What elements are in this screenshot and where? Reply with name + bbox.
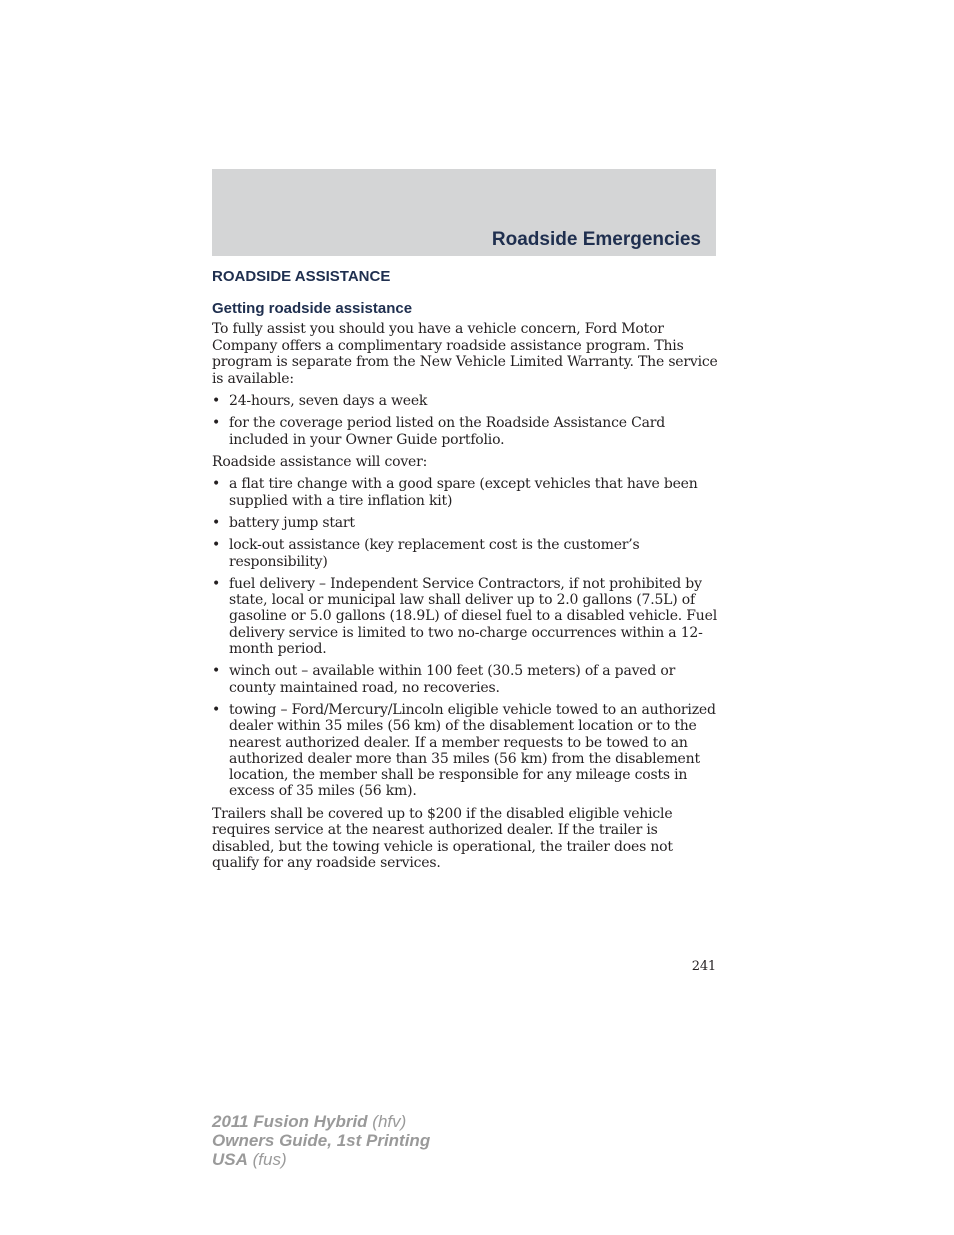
- coverage-list: [212, 476, 718, 799]
- bullet-icon: •: [212, 701, 221, 718]
- bullet-icon: •: [212, 393, 221, 409]
- coverage-intro: Roadside assistance will cover:: [212, 453, 428, 470]
- chapter-header-band: [212, 169, 716, 256]
- bullet-icon: •: [212, 415, 221, 432]
- section-heading: ROADSIDE ASSISTANCE: [212, 268, 391, 285]
- footer-print-info: [212, 1112, 430, 1169]
- page-number: 241: [691, 959, 716, 974]
- sub-heading: Getting roadside assistance: [212, 300, 413, 317]
- bullet-icon: •: [212, 663, 221, 680]
- bullet-icon: •: [212, 514, 221, 531]
- list-item: • towing – Ford/Mercury/Lincoln eligible vehicle towed to an authorized dealer within 35 miles (56 km) of the disablement location or to the nearest authorized dealer. If a member requests to be towed to an authorized dealer more than 35 miles (56 km) from the disablement location, the member shall be responsible for any mileage costs in excess of 35 miles (56 km).: [212, 701, 716, 800]
- intro-paragraph: To fully assist you should you have a vehicle concern, Ford Motor Company offers a complimentary roadside assistance program. This program is separate from the New Vehicle Limited Warranty. The service is available:: [212, 321, 718, 387]
- footer-line-3: USA (fus): [212, 1150, 287, 1169]
- page-content: [212, 267, 718, 878]
- list-item: • a flat tire change with a good spare (except vehicles that have been supplied with a tire inflation kit): [212, 476, 698, 509]
- footer-line-1: 2011 Fusion Hybrid (hfv): [212, 1112, 407, 1131]
- list-item: • battery jump start: [212, 514, 355, 531]
- chapter-title: Roadside Emergencies: [491, 229, 701, 250]
- list-item: • 24-hours, seven days a week: [212, 393, 428, 409]
- bullet-icon: •: [212, 476, 221, 493]
- footer-line-2: Owners Guide, 1st Printing: [212, 1131, 431, 1150]
- bullet-icon: •: [212, 537, 221, 554]
- availability-list: [212, 393, 718, 448]
- bullet-icon: •: [212, 575, 221, 592]
- list-item: • winch out – available within 100 feet (30.5 meters) of a paved or county maintained road, no recoveries.: [212, 663, 676, 696]
- trailers-paragraph: Trailers shall be covered up to $200 if the disabled eligible vehicle requires service at the nearest authorized dealer. If the trailer is disabled, but the towing vehicle is operational, the trailer does not qualify for any roadside services.: [212, 805, 673, 872]
- list-item: • fuel delivery – Independent Service Contractors, if not prohibited by state, local or municipal law shall deliver up to 2.0 gallons (7.5L) of gasoline or 5.0 gallons (18.9L) of diesel fuel to a disabled vehicle. Fuel delivery service is limited to two no-charge occurrences within a 12-month period.: [212, 575, 717, 658]
- list-item: • lock-out assistance (key replacement cost is the customer’s responsibility): [212, 537, 640, 570]
- list-item: • for the coverage period listed on the Roadside Assistance Card included in your Owner Guide portfolio.: [212, 415, 665, 448]
